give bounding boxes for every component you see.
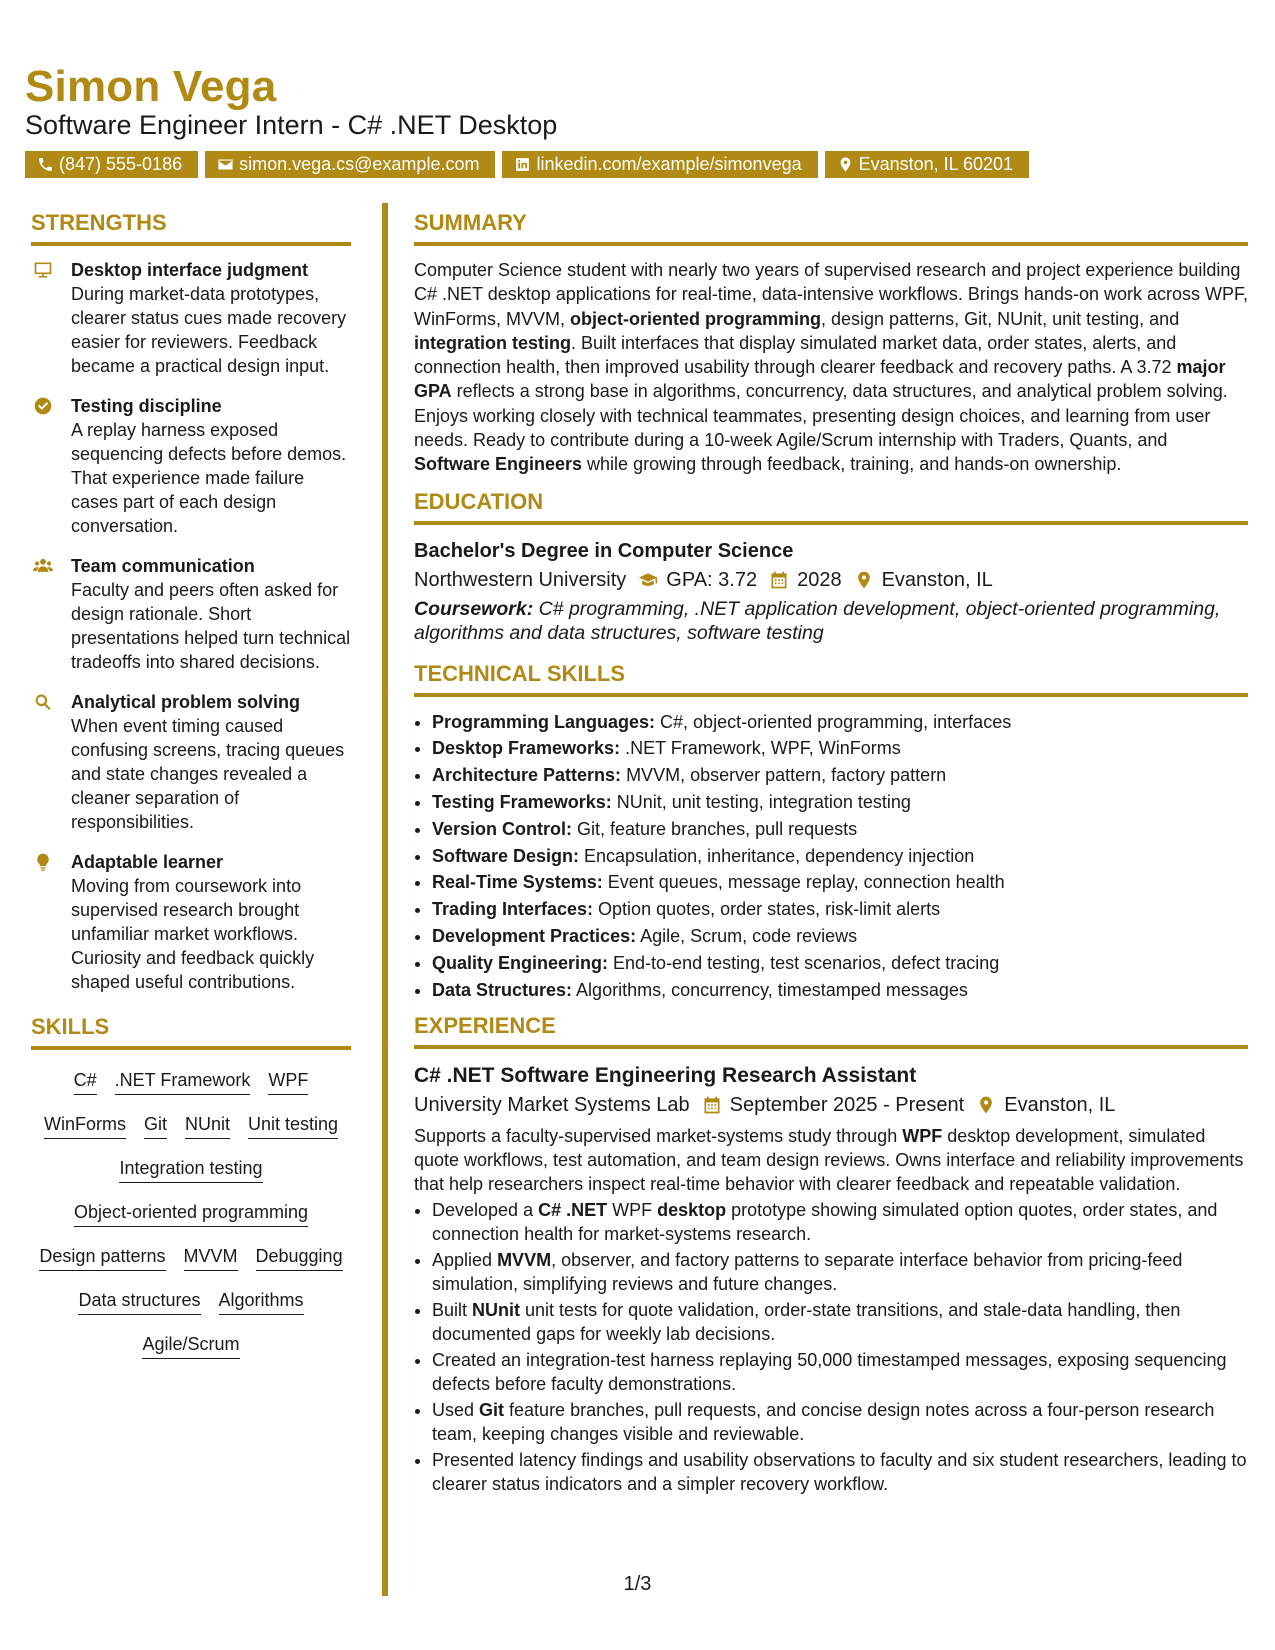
check-circle-icon bbox=[33, 396, 53, 416]
skill-tag: Integration testing bbox=[119, 1156, 262, 1183]
list-item bbox=[432, 977, 1248, 1004]
bullet-part: Developed a bbox=[432, 1200, 539, 1221]
strength-desc: Moving from coursework into supervised research brought unfamiliar market workflows. Curiosity and feedback quickly shaped useful contributions. bbox=[71, 876, 315, 992]
tech-label: Development Practices: bbox=[432, 926, 637, 947]
tech-value: NUnit, unit testing, integration testing bbox=[611, 792, 911, 813]
strength-item bbox=[31, 394, 351, 538]
tech-value: MVVM, observer pattern, factory pattern bbox=[621, 765, 947, 786]
monitor-icon bbox=[33, 260, 53, 280]
bullet-part-bold: desktop bbox=[657, 1200, 727, 1221]
tech-label: Testing Frameworks: bbox=[432, 792, 612, 813]
summary-part: , design patterns, Git, NUnit, unit testing, and bbox=[821, 308, 1180, 329]
candidate-name: Simon Vega bbox=[25, 62, 277, 111]
summary-part-bold: integration testing bbox=[414, 332, 571, 353]
contact-location-text: Evanston, IL 60201 bbox=[858, 154, 1014, 174]
contact-location bbox=[825, 151, 1029, 178]
coursework-list: C# programming, .NET application development, object-oriented programming, algorithms and data structures, software testing bbox=[414, 597, 1221, 644]
skill-tag: Data structures bbox=[78, 1288, 200, 1315]
skill-tag: .NET Framework bbox=[115, 1068, 251, 1095]
job-bullets bbox=[414, 1198, 1248, 1496]
bullet-part: Built bbox=[432, 1300, 473, 1321]
skill-tag: WinForms bbox=[44, 1112, 126, 1139]
right-column bbox=[414, 210, 1248, 1498]
job-desc-part-bold: WPF bbox=[902, 1126, 943, 1147]
list-item bbox=[432, 1448, 1248, 1496]
candidate-role: Software Engineer Intern - C# .NET Desktop bbox=[25, 110, 558, 140]
skill-tag: Object-oriented programming bbox=[74, 1200, 308, 1227]
list-item bbox=[432, 762, 1248, 789]
list-item bbox=[432, 1198, 1248, 1246]
job-title: C# .NET Software Engineering Research Assistant bbox=[414, 1064, 917, 1088]
phone-icon bbox=[37, 156, 54, 173]
list-item bbox=[432, 735, 1248, 762]
bullet-part: prototype showing simulated option quotes, order states, and connection health for market-systems research. bbox=[432, 1200, 1218, 1245]
location-pin-icon bbox=[976, 1095, 996, 1115]
skill-tag: Git bbox=[144, 1112, 167, 1139]
bullet-part-bold: MVVM bbox=[497, 1250, 552, 1271]
skill-tag: Unit testing bbox=[248, 1112, 338, 1139]
tech-label: Quality Engineering: bbox=[432, 952, 609, 973]
skill-tag: MVVM bbox=[184, 1244, 238, 1271]
list-item bbox=[432, 950, 1248, 977]
strength-title: Team communication bbox=[71, 556, 255, 576]
tech-value: Encapsulation, inheritance, dependency injection bbox=[579, 845, 975, 866]
bullet-part-bold: NUnit bbox=[472, 1300, 521, 1321]
strengths-heading: STRENGTHS bbox=[31, 210, 351, 246]
bullet-part-bold: C# .NET bbox=[538, 1200, 608, 1221]
tech-label: Data Structures: bbox=[432, 979, 573, 1000]
bullet-part: Applied bbox=[432, 1250, 498, 1271]
summary-part-bold: object-oriented programming bbox=[570, 308, 822, 329]
strength-desc: During market-data prototypes, clearer status cues made recovery easier for reviewers. Feedback became a practical design input. bbox=[71, 284, 347, 376]
contact-email-text: simon.vega.cs@example.com bbox=[239, 154, 480, 174]
skill-tag: Debugging bbox=[256, 1244, 343, 1271]
magnifier-icon bbox=[33, 692, 53, 712]
skill-tag: C# bbox=[74, 1068, 97, 1095]
strength-title: Adaptable learner bbox=[71, 852, 224, 872]
strength-title: Desktop interface judgment bbox=[71, 260, 309, 280]
tech-label: Software Design: bbox=[432, 845, 580, 866]
bullet-part: unit tests for quote validation, order-state transitions, and stale-data handling, then documented gaps for weekly lab decisions. bbox=[432, 1300, 1181, 1345]
summary-text bbox=[414, 258, 1248, 477]
summary-heading: SUMMARY bbox=[414, 210, 1248, 246]
job-location: Evanston, IL bbox=[1004, 1094, 1116, 1117]
skill-tag: Agile/Scrum bbox=[142, 1332, 239, 1359]
left-column bbox=[31, 210, 351, 1359]
strength-desc: A replay harness exposed sequencing defects before demos. That experience made failure cases part of each design conversation. bbox=[71, 420, 347, 536]
skill-tag: Algorithms bbox=[219, 1288, 304, 1315]
list-item bbox=[432, 896, 1248, 923]
tech-label: Programming Languages: bbox=[432, 711, 656, 732]
list-item bbox=[432, 1248, 1248, 1296]
bullet-part: Used bbox=[432, 1400, 480, 1421]
experience-heading: EXPERIENCE bbox=[414, 1013, 1248, 1049]
job-desc-part: desktop development, simulated quote workflows, test automation, and team design reviews. Owns interface and reliability improvements that help researchers inspect real-time behavior with clearer feedback and repeatable validation. bbox=[414, 1126, 1244, 1195]
gpa-value: GPA: 3.72 bbox=[666, 568, 758, 591]
bullet-part: WPF bbox=[607, 1200, 658, 1221]
job-description bbox=[414, 1124, 1248, 1196]
technical-skills-heading: TECHNICAL SKILLS bbox=[414, 661, 1248, 697]
list-item bbox=[432, 923, 1248, 950]
strength-item bbox=[31, 690, 351, 834]
page-number: 1/3 bbox=[623, 1573, 652, 1595]
bullet-part-bold: Git bbox=[479, 1400, 505, 1421]
strength-item bbox=[31, 554, 351, 674]
contact-phone[interactable] bbox=[25, 151, 198, 178]
list-item bbox=[432, 843, 1248, 870]
job-org: University Market Systems Lab bbox=[414, 1094, 690, 1117]
graduation-year: 2028 bbox=[797, 568, 842, 591]
list-item bbox=[432, 789, 1248, 816]
summary-part: . Built interfaces that display simulated market data, order states, alerts, and connection health, then improved usability through clearer feedback and recovery paths. A 3.72 bbox=[414, 332, 1177, 378]
strength-title: Testing discipline bbox=[71, 396, 222, 416]
bullet-part: feature branches, pull requests, and concise design notes across a four-person research team, keeping changes visible and reviewable. bbox=[432, 1400, 1215, 1445]
skill-tag: NUnit bbox=[185, 1112, 230, 1139]
contact-linkedin[interactable] bbox=[502, 151, 817, 178]
education-meta bbox=[414, 565, 1248, 595]
calendar-icon bbox=[769, 570, 789, 590]
tech-value: C#, object-oriented programming, interfaces bbox=[655, 711, 1012, 732]
list-item bbox=[432, 869, 1248, 896]
job-dates: September 2025 - Present bbox=[729, 1094, 965, 1117]
users-icon bbox=[33, 556, 53, 576]
contact-email[interactable] bbox=[205, 151, 495, 178]
bullet-part: , observer, and factory patterns to separate interface behavior from pricing-feed simulation, simplifying reviews and future changes. bbox=[432, 1250, 1183, 1295]
linkedin-icon bbox=[514, 156, 531, 173]
graduation-cap-icon bbox=[638, 570, 658, 590]
location-pin-icon bbox=[837, 156, 854, 173]
tech-value: .NET Framework, WPF, WinForms bbox=[620, 738, 901, 759]
tech-label: Real-Time Systems: bbox=[432, 872, 603, 893]
tech-label: Version Control: bbox=[432, 818, 573, 839]
job-meta bbox=[414, 1090, 1248, 1120]
strength-item bbox=[31, 850, 351, 994]
strength-desc: When event timing caused confusing screens, tracing queues and state changes revealed a cleaner separation of responsibilities. bbox=[71, 716, 345, 832]
strength-title: Analytical problem solving bbox=[71, 692, 301, 712]
summary-part-bold: Software Engineers bbox=[414, 454, 583, 475]
contact-linkedin-text: linkedin.com/example/simonvega bbox=[536, 154, 802, 174]
skills-heading: SKILLS bbox=[31, 1014, 351, 1050]
bullet-part: Presented latency findings and usability observations to faculty and six student researchers, leading to clearer status indicators and a simpler recovery workflow. bbox=[432, 1450, 1247, 1495]
strength-item bbox=[31, 258, 351, 378]
tech-label: Architecture Patterns: bbox=[432, 765, 622, 786]
tech-value: Agile, Scrum, code reviews bbox=[636, 926, 858, 947]
tech-value: Git, feature branches, pull requests bbox=[572, 818, 858, 839]
contact-phone-text: (847) 555-0186 bbox=[59, 154, 183, 174]
summary-part: while growing through feedback, training, and hands-on ownership. bbox=[582, 454, 1122, 475]
column-divider bbox=[382, 203, 388, 1596]
education-heading: EDUCATION bbox=[414, 489, 1248, 525]
job-desc-part: Supports a faculty-supervised market-systems study through bbox=[414, 1126, 903, 1147]
location-pin-icon bbox=[854, 570, 874, 590]
summary-part: reflects a strong base in algorithms, concurrency, data structures, and analytical problem solving. Enjoys working closely with technical teammates, presenting design choices, and learning from user needs. Ready to contribute during a 10-week Agile/Scrum internship with Traders, Quants, and bbox=[414, 381, 1228, 451]
summary-part-bold: major GPA bbox=[414, 357, 1226, 402]
contact-bar bbox=[25, 151, 1029, 178]
summary-part: Computer Science student with nearly two years of supervised research and project experience building C# .NET desktop applications for real-time, data-intensive workflows. Brings hands-on work across WPF, WinForms, MVVM, bbox=[414, 260, 1249, 329]
tech-value: End-to-end testing, test scenarios, defect tracing bbox=[608, 952, 1000, 973]
tech-label: Desktop Frameworks: bbox=[432, 738, 621, 759]
tech-value: Algorithms, concurrency, timestamped messages bbox=[572, 979, 968, 1000]
degree-title: Bachelor's Degree in Computer Science bbox=[414, 539, 794, 562]
skill-tag: Design patterns bbox=[39, 1244, 165, 1271]
lightbulb-icon bbox=[33, 852, 53, 872]
coursework bbox=[414, 597, 1248, 645]
strength-desc: Faculty and peers often asked for design rationale. Short presentations helped turn technical tradeoffs into shared decisions. bbox=[71, 580, 351, 672]
list-item bbox=[432, 1398, 1248, 1446]
calendar-icon bbox=[702, 1095, 722, 1115]
list-item bbox=[432, 1298, 1248, 1346]
tech-label: Trading Interfaces: bbox=[432, 899, 594, 920]
list-item bbox=[432, 709, 1248, 736]
skill-tag: WPF bbox=[268, 1068, 308, 1095]
school-name: Northwestern University bbox=[414, 568, 627, 591]
list-item bbox=[432, 816, 1248, 843]
skills-list bbox=[31, 1062, 351, 1359]
coursework-label: Coursework: bbox=[414, 597, 534, 620]
bullet-part: Created an integration-test harness replaying 50,000 timestamped messages, exposing sequencing defects before faculty demonstrations. bbox=[432, 1350, 1227, 1395]
envelope-icon bbox=[217, 156, 234, 173]
tech-value: Event queues, message replay, connection health bbox=[602, 872, 1005, 893]
school-location: Evanston, IL bbox=[881, 568, 993, 591]
technical-skills-list bbox=[414, 709, 1248, 1004]
list-item bbox=[432, 1348, 1248, 1396]
tech-value: Option quotes, order states, risk-limit alerts bbox=[593, 899, 941, 920]
